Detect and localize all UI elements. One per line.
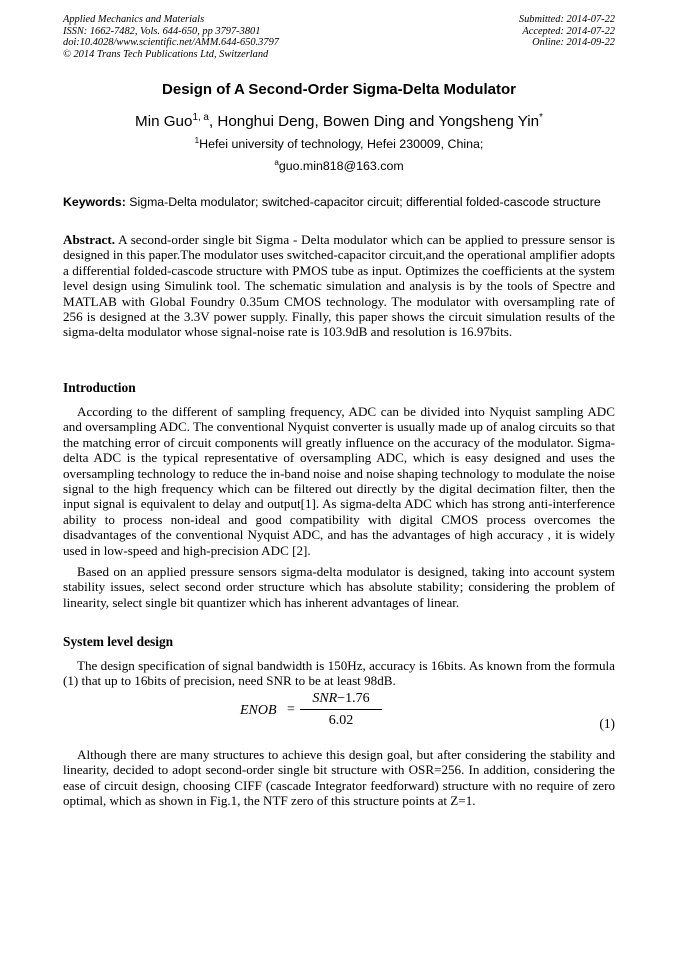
journal-header-left bbox=[63, 14, 279, 60]
equation-snr-var: SNR bbox=[312, 691, 338, 706]
paper-title: Design of A Second-Order Sigma-Delta Modulator bbox=[162, 81, 516, 98]
email-line bbox=[0, 159, 678, 173]
equation-numerator bbox=[300, 691, 382, 707]
abstract bbox=[63, 232, 615, 340]
submitted-date: Submitted: 2014-07-22 bbox=[518, 14, 615, 25]
corresponding-author-mark: * bbox=[539, 111, 543, 123]
journal-doi: doi:10.4028/www.scientific.net/AMM.644-650.3797 bbox=[63, 37, 279, 49]
equation-numerator-rest: −1.76 bbox=[337, 691, 370, 706]
journal-copyright: © 2014 Trans Tech Publications Ltd, Switzerland bbox=[63, 48, 269, 60]
keywords bbox=[63, 195, 615, 209]
accepted-date: Accepted: 2014-07-22 bbox=[522, 25, 615, 37]
equation-equals: = bbox=[287, 702, 295, 717]
equation-fraction bbox=[300, 691, 382, 729]
author-list bbox=[0, 113, 678, 130]
online-date: Online: 2014-09-22 bbox=[532, 37, 615, 49]
affiliation-mark: 1 bbox=[194, 135, 200, 145]
keywords-label: Keywords: bbox=[63, 195, 126, 209]
author-name: Min Guo bbox=[135, 113, 193, 130]
affiliation-text: Hefei university of technology, Hefei 230009, China; bbox=[199, 137, 484, 151]
journal-header-right bbox=[519, 14, 615, 49]
introduction-paragraph-2: Based on an applied pressure sensors sigma-delta modulator is designed, taking into account system stability issues, select second order structure which has absolute stability; considering the problem of linearity, select single bit quantizer which has inherent advantages of linear. bbox=[63, 564, 615, 610]
abstract-text: A second-order single bit Sigma - Delta modulator which can be applied to pressure sensor is designed in this paper.The modulator uses switched-capacitor circuit,and the operational amplifier adopts a differential folded-cascode structure with PMOS tube as input. Optimizes the coefficients at the system level design using Simulink tool. The schematic simulation and analysis is by the tools of Spectre and MATLAB with Global Foundry 0.35um CMOS technology. The modulator with oversampling rate of 256 is designed at the 3.3V power supply. Finally, this paper shows the circuit simulation results of the sigma-delta modulator whose signal-noise rate is 103.9dB and resolution is 16.97bits. bbox=[63, 232, 615, 340]
section-heading-introduction: Introduction bbox=[63, 380, 136, 395]
system-design-paragraph-1: The design specification of signal bandwidth is 150Hz, accuracy is 16bits. As known from the formula (1) that up to 16bits of precision, need SNR to be at least 98dB. bbox=[63, 658, 615, 689]
email-mark: a bbox=[274, 157, 279, 167]
author-email: guo.min818@163.com bbox=[278, 159, 404, 173]
journal-name: Applied Mechanics and Materials bbox=[63, 14, 205, 25]
section-heading-system-level-design: System level design bbox=[63, 634, 174, 649]
author-affiliation-mark: 1, a bbox=[192, 111, 209, 123]
journal-issn: ISSN: 1662-7482, Vols. 644-650, pp 3797-3801 bbox=[63, 25, 261, 37]
equation-number: (1) bbox=[599, 716, 615, 731]
introduction-paragraph-1: According to the different of sampling frequency, ADC can be divided into Nyquist sampling ADC and oversampling ADC. The conventional Nyquist converter is usually made up of analog circuits so that the matching error of circuit components will greatly influence on the accuracy of the modulator. Sigma-delta ADC is the typical representative of oversampling ADC, which is easy designed and uses the oversampling technology to reduce the in-band noise and noise shaping technology to modulate the noise signal to the high frequency which can be filtered out directly by the digital decimation filter, then the input signal is equivalent to delay and output[1]. As sigma-delta ADC which has strong anti-interference ability to process non-ideal and good compatibility with digital CMOS process overcomes the disadvantages of the conventional Nyquist ADC, and has the advantages of high accuracy , it is widely used in low-speed and high-precision ADC [2]. bbox=[63, 404, 615, 558]
equation-lhs: ENOB bbox=[240, 703, 277, 718]
equation-denominator: 6.02 bbox=[328, 713, 354, 728]
system-design-paragraph-2: Although there are many structures to achieve this design goal, but after considering the stability and linearity, decided to adopt second-order single bit structure with OSR=256. In addition, considering the ease of circuit design, choosing CIFF (cascade Integrator feedforward) structure with no require of zero optimal, which as shown in Fig.1, the NTF zero of this structure points at Z=1. bbox=[63, 747, 615, 809]
affiliation-line bbox=[0, 137, 678, 151]
abstract-label: Abstract. bbox=[63, 232, 115, 247]
fraction-bar bbox=[300, 709, 382, 710]
coauthor-names: , Honghui Deng, Bowen Ding and Yongsheng Yin bbox=[208, 113, 540, 130]
keywords-text: Sigma-Delta modulator; switched-capacitor circuit; differential folded-cascode structure bbox=[125, 195, 601, 209]
